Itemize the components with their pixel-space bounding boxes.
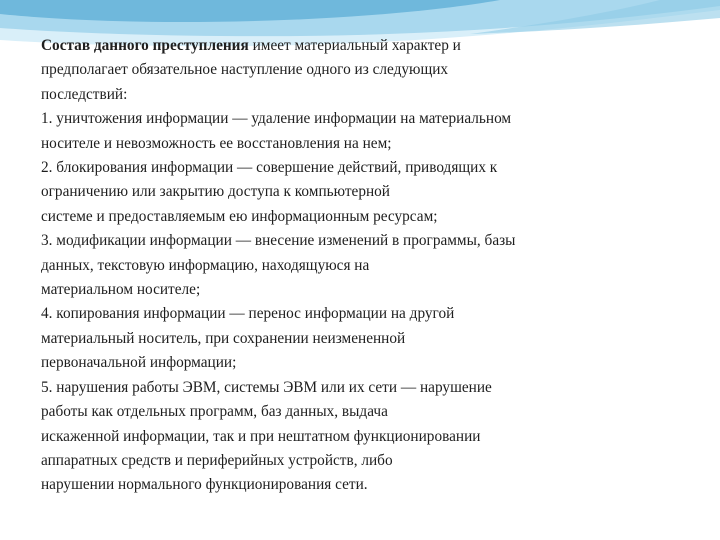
item-2-line-1: 2. блокирования информации — совершение действий, приводящих к (41, 159, 498, 177)
line-3: последствий: (41, 85, 128, 103)
item-5-line-1: 5. нарушения работы ЭВМ, системы ЭВМ или их сети — нарушение (41, 378, 492, 396)
item-3-line-1: 3. модификации информации — внесение изменений в программы, базы (41, 232, 516, 250)
item-5-line-3: искаженной информации, так и при нештатном функционировании (41, 427, 481, 445)
item-5-line-2: работы как отдельных программ, баз данных, выдача (41, 403, 388, 421)
item-1-line-1: 1. уничтожения информации — удаление информации на материальном (41, 110, 512, 128)
line-1 (41, 34, 681, 58)
item-5-line-4: аппаратных средств и периферийных устройств, либо (41, 451, 393, 469)
item-4-line-1: 4. копирования информации — перенос информации на другой (41, 305, 455, 323)
item-2-line-2: ограничению или закрытию доступа к компьютерной (41, 183, 390, 201)
item-5-line-5: нарушении нормального функционирования сети. (41, 476, 368, 494)
item-4-line-3: первоначальной информации; (41, 354, 237, 372)
item-1-line-2: носителе и невозможность ее восстановления на нем; (41, 134, 392, 152)
line-2: предполагает обязательное наступление одного из следующих (41, 61, 449, 79)
lead-term: Состав данного преступления (41, 37, 249, 54)
item-3-line-2: данных, текстовую информацию, находящуюся на (41, 256, 370, 274)
item-2-line-3: системе и предоставляемым ею информационным ресурсам; (41, 207, 438, 225)
line-1-rest: имеет материальный характер и (252, 37, 461, 54)
slide-body-text (41, 34, 681, 498)
item-3-line-3: материальном носителе; (41, 281, 201, 299)
item-4-line-2: материальный носитель, при сохранении неизмененной (41, 329, 406, 347)
